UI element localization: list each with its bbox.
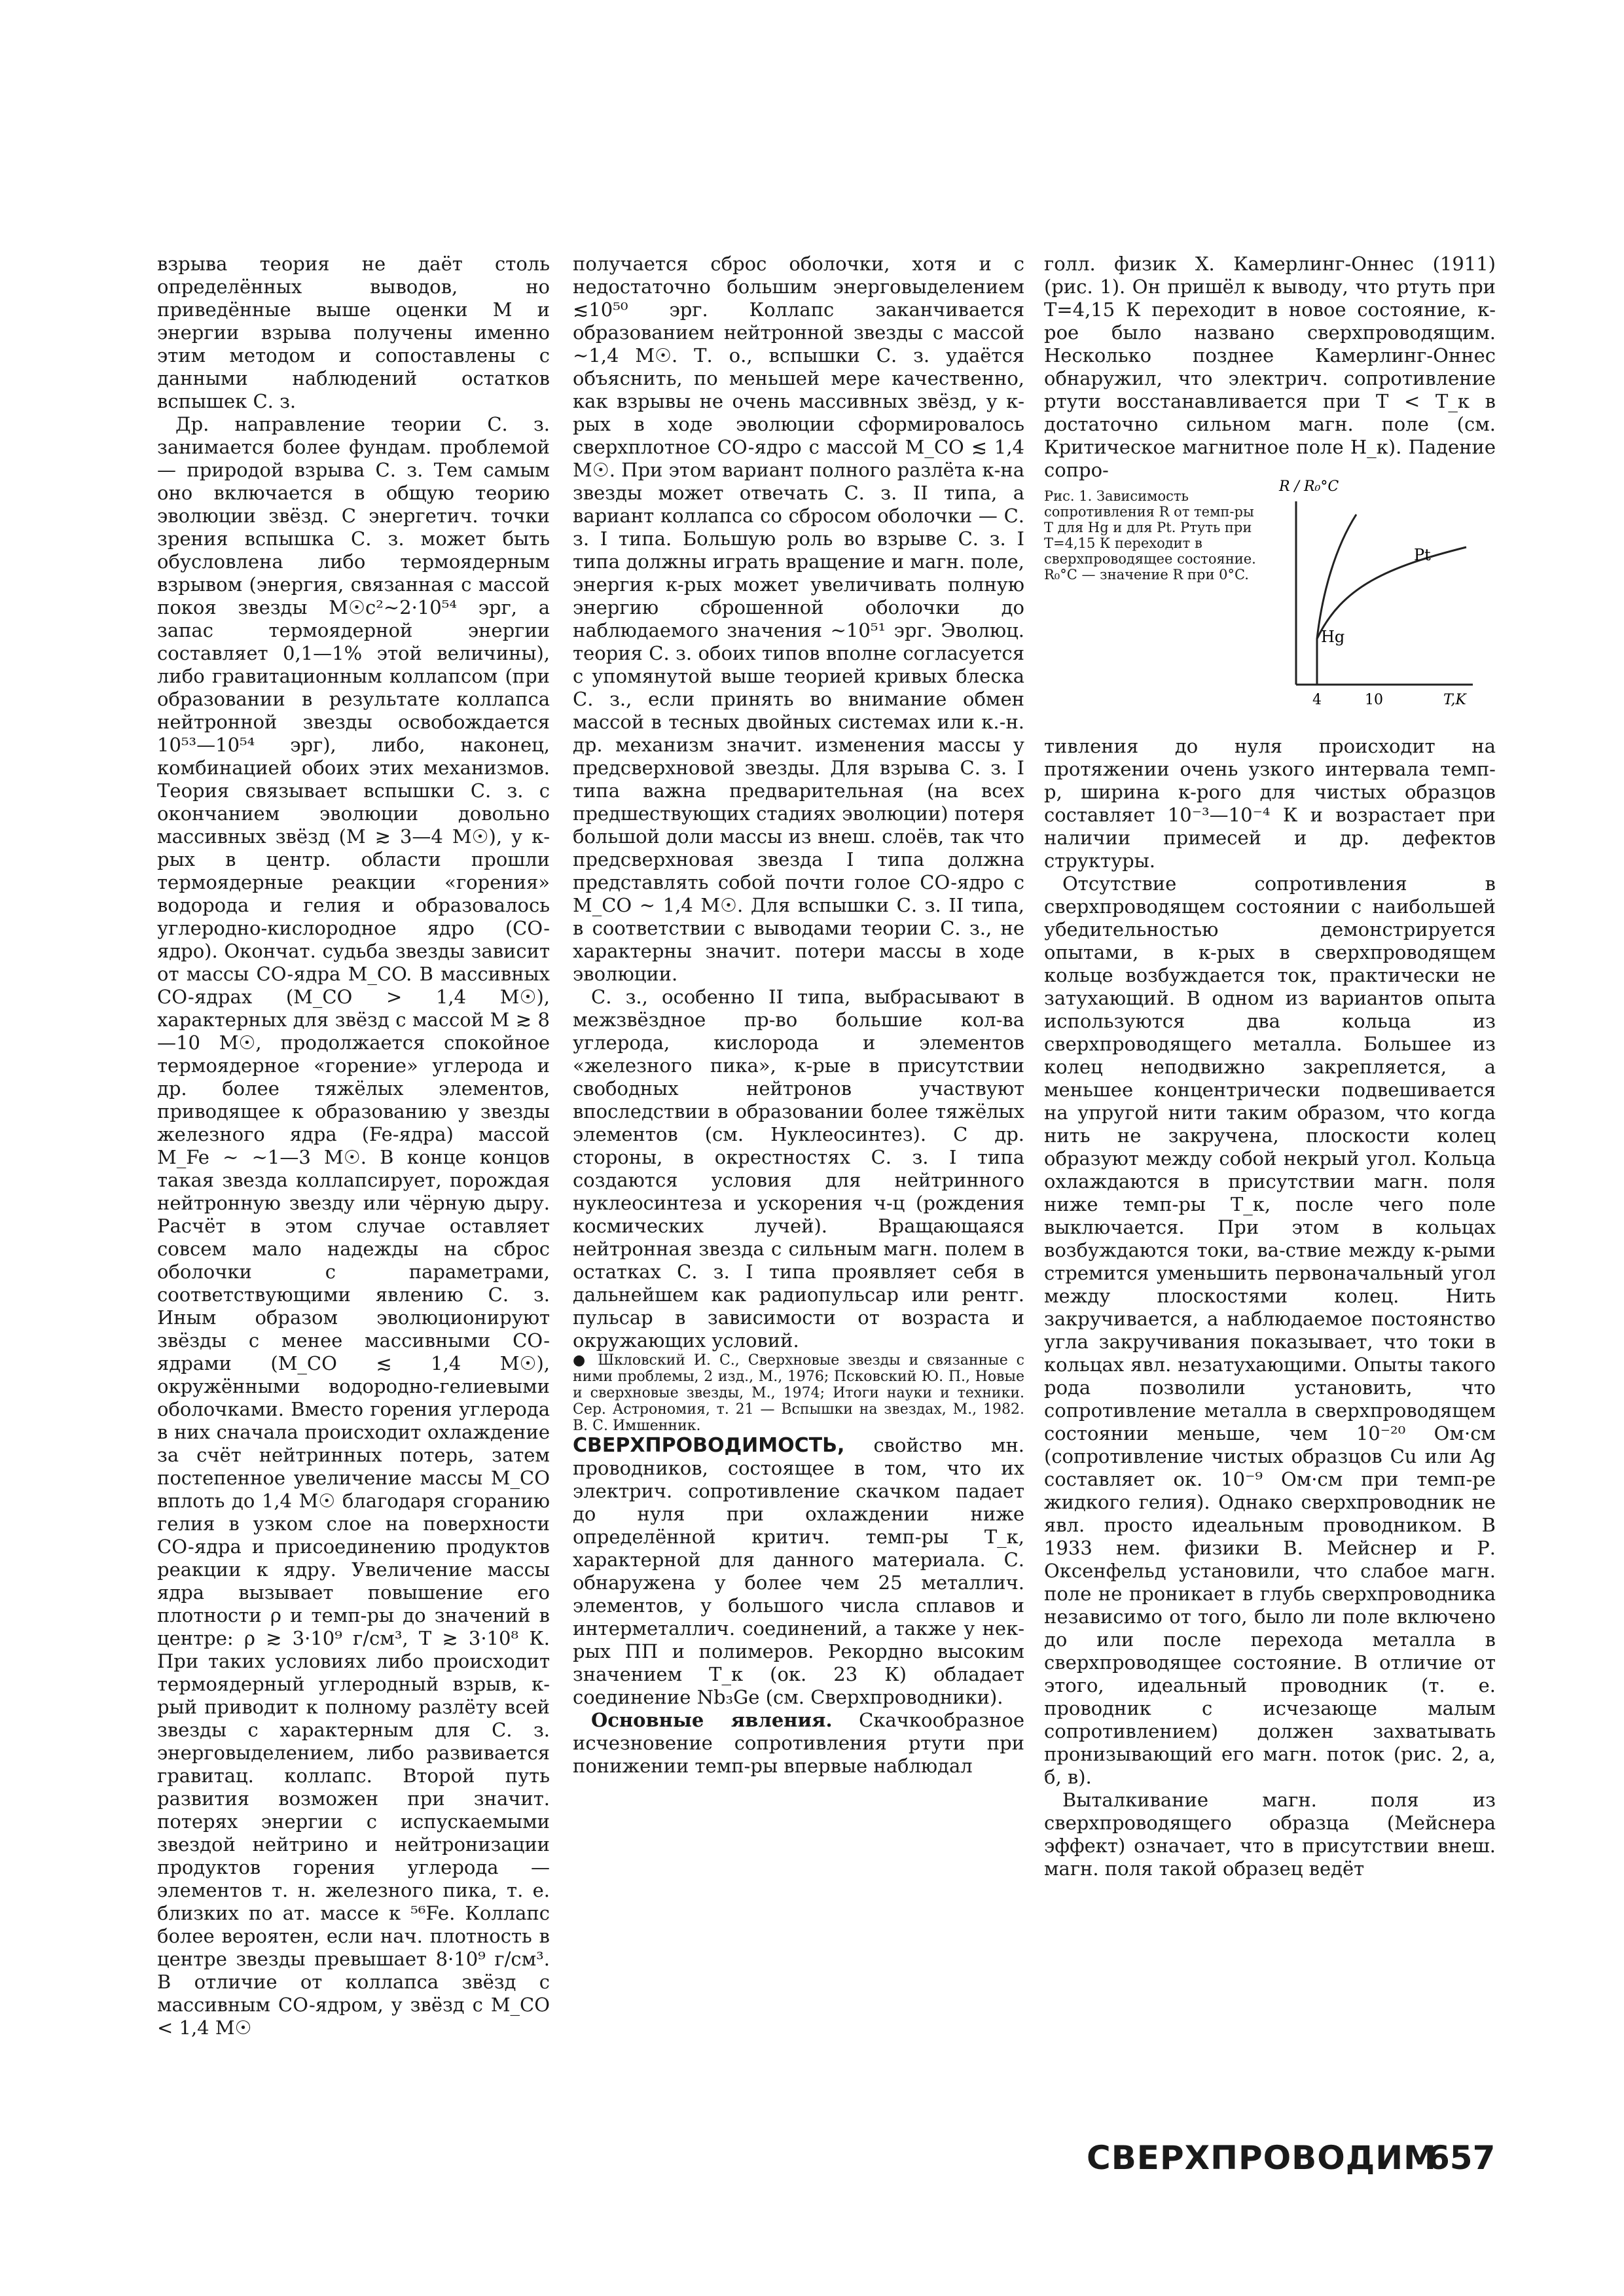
- page-number: 657: [1427, 2139, 1496, 2177]
- paragraph: Др. направление теории С. з. занимается более фундам. проблемой — природой взрыва С. з. Тем самым оно включается в общую теорию эволюции звёзд. С энергетич. точки зрения вспышка С. з. может быть обусловлена либо термоядерным взрывом (энергия, связанная с массой покоя звезды M☉c²~2·10⁵⁴ эрг, а запас термоядерной энергии составляет 0,1—1% этой величины), либо гравитационным коллапсом (при образовании в результате коллапса нейтронной звезды освобождается 10⁵³—10⁵⁴ эрг), либо, наконец, комбинацией обоих этих механизмов. Теория связывает вспышки С. з. с окончанием эволюции довольно массивных звёзд (M ≳ 3—4 M☉), у к-рых в центр. области прошли термоядерные реакции «горения» водорода и гелия и образовалось углеродно-кислородное ядро (CO-ядро). Окончат. судьба звезды зависит от массы CO-ядра M_CO. В массивных CO-ядрах (M_CO > 1,4 M☉), характерных для звёзд с массой M ≳ 8—10 M☉, продолжается спокойное термоядерное «горение» углерода и др. более тяжёлых элементов, приводящее к образованию у звезды железного ядра (Fe-ядра) массой M_Fe ~ ~1—3 M☉. В конце концов такая звезда коллапсирует, порождая нейтронную звезду или чёрную дыру. Расчёт в этом случае оставляет совсем мало надежды на сброс оболочки с параметрами, соответствующими явлению С. з. Иным образом эволюционируют звёзды с менее массивными CO-ядрами (M_CO ≲ 1,4 M☉), окружёнными водородно-гелиевыми оболочками. Вместо горения углерода в них сначала происходит охлаждение за счёт нейтринных потерь, затем постепенное увеличение массы M_CO вплоть до 1,4 M☉ благодаря сгоранию гелия в узком слое на поверхности CO-ядра и присоединению продуктов реакции к ядру. Увеличение массы ядра вызывает повышение его плотности ρ и темп-ры до значений в центре: ρ ≳ 3·10⁹ г/см³, T ≳ 3·10⁸ К. При таких условиях либо происходит термоядерный углеродный взрыв, к-рый приводит к полному разлёту всей звезды с характерным для С. з. энерговыделением, либо развивается гравитац. коллапс. Второй путь развития возможен при значит. потерях энергии с испускаемыми звездой нейтрино и нейтронизации продуктов горения углерода — элементов т. н. железного пика, т. е. близких по ат. массе к ⁵⁶Fe. Коллапс более вероятен, если нач. плотность в центре звезды превышает 8·10⁹ г/см³. В отличие от коллапса звёзд с массивным CO-ядром, у звёзд с M_CO < 1,4 M☉: [157, 413, 550, 2039]
- paragraph: голл. физик X. Камерлинг-Оннес (1911) (рис. 1). Он пришёл к выводу, что ртуть при T=4,15 К переходит в новое состояние, к-рое было названо сверхпроводящим. Несколько позднее Камерлинг-Оннес обнаружил, что электрич. сопротивление ртути восстанавливается при T < T_к в достаточно сильном магн. поле (см. Критическое магнитное поле H_к). Падение сопро-: [1044, 253, 1496, 481]
- section-paragraph: [573, 1709, 1024, 1778]
- hg-label: Hg: [1321, 628, 1345, 646]
- text-column-3: [1044, 253, 1496, 1880]
- section-text: Скачкообразное исчезновение сопротивления ртути при понижении темп-ры впервые наблюдал: [573, 1709, 1024, 1777]
- figure-caption: Рис. 1. Зависимость сопротивления R от темп-ры T для Hg и для Pt. Ртуть при T=4,15 К переходит в сверхпроводящее состояние. R₀°C — значение R при 0°C.: [1044, 488, 1256, 583]
- paragraph: взрыва теория не даёт столь определённых выводов, но приведённые выше оценки M и энергии взрыва получены именно этим методом и сопоставлены с данными наблюдений остатков вспышек С. з.: [157, 253, 550, 412]
- tick-label: 10: [1365, 692, 1383, 708]
- paragraph: Выталкивание магн. поля из сверхпроводящего образца (Мейснера эффект) означает, что в присутствии внеш. магн. поля такой образец ведёт: [1044, 1789, 1496, 1880]
- paragraph: тивления до нуля происходит на протяжении очень узкого интервала темп-р, ширина к-рого для чистых образцов составляет 10⁻³—10⁻⁴ К и возрастает при наличии примесей и др. дефектов структуры.: [1044, 735, 1496, 872]
- tick-label: 4: [1312, 692, 1322, 708]
- paragraph: получается сброс оболочки, хотя и с недостаточно большим энерговыделением ≲10⁵⁰ эрг. Коллапс заканчивается образованием нейтронной звезды с массой ~1,4 M☉. Т. о., вспышки С. з. удаётся объяснить, по меньшей мере качественно, как взрывы не очень массивных звёзд, у к-рых в ходе эволюции сформировалось сверхплотное CO-ядро с массой M_CO ≲ 1,4 M☉. При этом вариант полного разлёта к-на звезды может отвечать С. з. II типа, а вариант коллапса со сбросом оболочки — С. з. I типа. Большую роль во взрыве С. з. I типа должны играть вращение и магн. поле, энергия к-рых может увеличивать полную энергию сброшенной оболочки до наблюдаемого значения ~10⁵¹ эрг. Эволюц. теория С. з. обоих типов вполне согласуется с упомянутой выше теорией кривых блеска С. з., если принять во внимание обмен массой в тесных двойных системах или к.-н. др. механизм значит. изменения массы у предсверхновой звезды. Для взрыва С. з. I типа важна предварительная (на всех предшествующих стадиях эволюции) потеря большой доли массы из внеш. слоёв, так что предсверхновая звезда I типа должна представлять собой почти голое CO-ядро с M_CO ~ 1,4 M☉. Для вспышки С. з. II типа, в соответствии с выводами теории С. з., не характерны значит. потери массы в ходе эволюции.: [573, 253, 1024, 985]
- paragraph: Отсутствие сопротивления в сверхпроводящем состоянии с наибольшей убедительностью демонстрируется опытами, в к-рых в сверхпроводящем кольце возбуждается ток, практически не затухающий. В одном из вариантов опыта используются два кольца из сверхпроводящего металла. Большее из колец неподвижно закрепляется, а меньшее концентрически подвешивается на упругой нити таким образом, что когда нить не закручена, плоскости колец образуют между собой некрый угол. Кольца охлаждаются в присутствии магн. поля ниже темп-ры T_к, после чего поле выключается. При этом в кольцах возбуждаются токи, ва-ствие между к-рыми стремится уменьшить первоначальный угол между плоскостями колец. Нить закручивается, а наблюдаемое постоянство угла закручивания показывает, что токи в кольцах явл. незатухающими. Опыты такого рода позволили установить, что сопротивление металла в сверхпроводящем состоянии меньше, чем 10⁻²⁰ Ом·см (сопротивление чистых образцов Cu или Ag составляет ок. 10⁻⁹ Ом·см при темп-ре жидкого гелия). Однако сверхпроводник не явл. просто идеальным проводником. В 1933 нем. физики В. Мейснер и Р. Оксенфельд установили, что слабое магн. поле не проникает в глубь сверхпроводника независимо от того, было ли поле включено до или после перехода металла в сверхпроводящее состояние. В отличие от этого, идеальный проводник (т. е. проводник с исчезающе малым сопротивлением) должен захватывать пронизывающий его магн. поток (рис. 2, а, б, в).: [1044, 872, 1496, 1788]
- figure-1: [1044, 478, 1496, 727]
- resistance-graph: [1276, 475, 1486, 717]
- paragraph: С. з., особенно II типа, выбрасывают в межзвёздное пр-во большие кол-ва углерода, кислорода и элементов «железного пика», к-рые в присутствии свободных нейтронов участвуют впоследствии в образовании более тяжёлых элементов (см. Нуклеосинтез). С др. стороны, в окрестностях С. з. I типа создаются условия для нейтринного нуклеосинтеза и ускорения ч-ц (рождения космических лучей). Вращающаяся нейтронная звезда с сильным магн. полем в остатках С. з. I типа проявляет себя в дальнейшем как радиопульсар или рентг. пульсар в зависимости от возраста и окружающих условий.: [573, 986, 1024, 1352]
- entry-title: СВЕРХПРОВОДИМОСТЬ,: [573, 1434, 845, 1457]
- x-axis-label: T,K: [1443, 692, 1466, 708]
- references: ● Шкловский И. С., Сверхновые звезды и связанные с ними проблемы, 2 изд., М., 1976; Псковский Ю. П., Новые и сверхновые звезды, М., 1974; Итоги науки и техники. Сер. Астрономия, т. 21 — Вспышки на звездах, М., 1982. В. С. Имшенник.: [573, 1352, 1024, 1434]
- entry-definition: свойство мн. проводников, состоящее в том, что их электрич. сопротивление скачком падает до нуля при охлаждении ниже определённой критич. темп-ры T_к, характерной для данного материала. С. обнаружена у более чем 25 металлич. элементов, у большого числа сплавов и интерметаллич. соединений, а также у нек-рых ПП и полимеров. Рекордно высоким значением T_к (ок. 23 К) обладает соединение Nb₃Ge (см. Сверхпроводники).: [573, 1434, 1025, 1708]
- running-head: СВЕРХПРОВОДИМ: [1087, 2139, 1437, 2177]
- entry-paragraph: [573, 1434, 1024, 1709]
- text-column-1: [157, 253, 550, 2039]
- hg-curve: [1317, 514, 1356, 685]
- pt-curve: [1317, 547, 1466, 639]
- section-heading: Основные явления.: [591, 1709, 833, 1731]
- text-column-2: [573, 253, 1024, 1778]
- y-axis-label: R / R₀°C: [1279, 478, 1339, 495]
- pt-label: Pt: [1414, 546, 1431, 564]
